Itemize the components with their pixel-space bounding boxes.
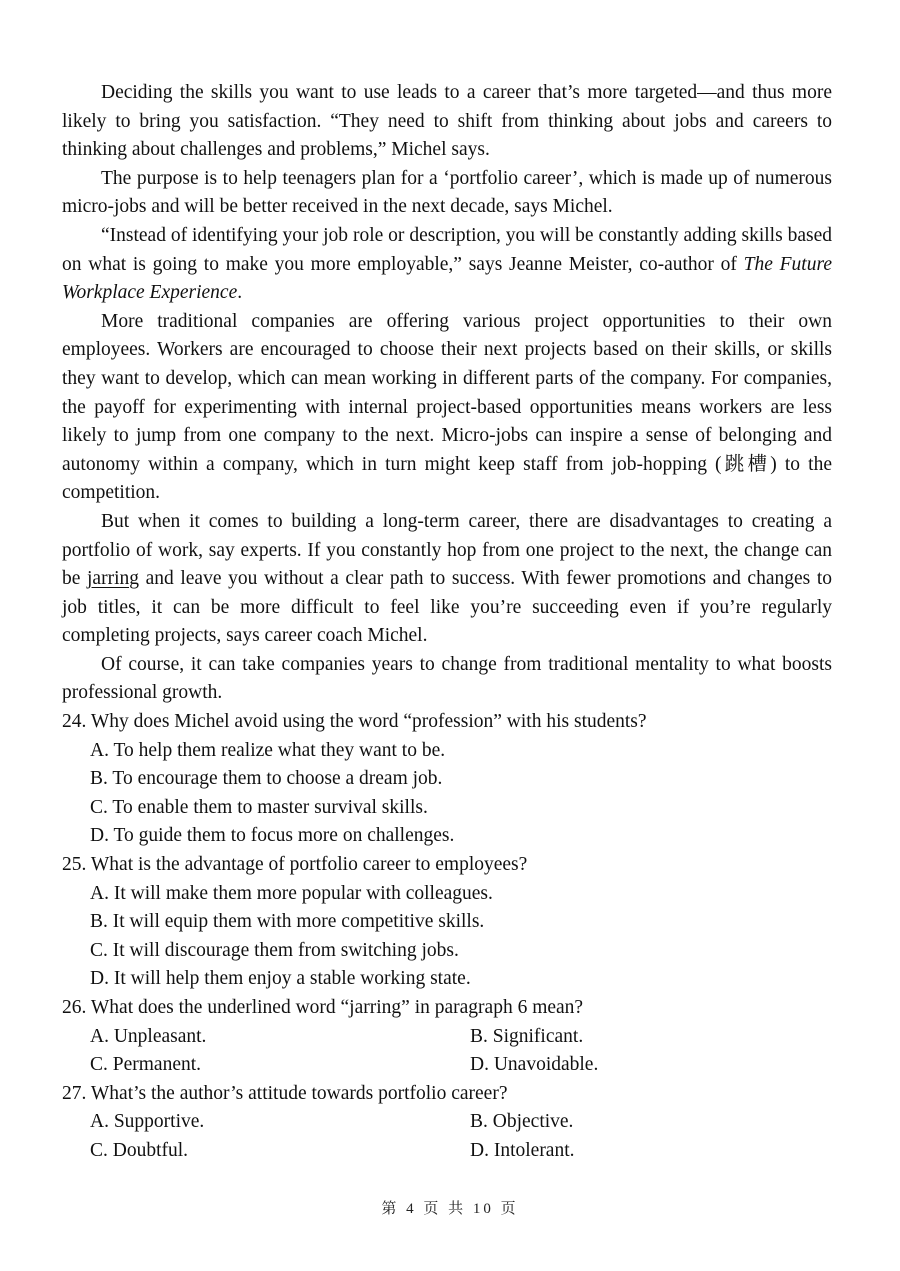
option-d: D. To guide them to focus more on challenges. — [90, 825, 455, 847]
option-c: C. Permanent. — [90, 1054, 202, 1076]
underlined-word: jarring — [87, 568, 139, 590]
question-25 — [62, 851, 832, 994]
paragraph-5-text-start: But when it comes to building a long-term career, there are disadvantages to creating a portfolio of work, say experts. If you constantly hop from one project to the next, the change can be — [62, 510, 832, 590]
paragraph-2: The purpose is to help teenagers plan for a ‘portfolio career’, which is made up of numerous micro-jobs and will be better received in the next decade, says Michel. — [62, 167, 832, 218]
option-a: A. Supportive. — [90, 1111, 205, 1133]
option-b: B. It will equip them with more competitive skills. — [90, 911, 485, 933]
option-c: C. Doubtful. — [90, 1139, 189, 1161]
answer-options — [62, 737, 832, 851]
paragraph-4: More traditional companies are offering various project opportunities to their own employees. Workers are encouraged to choose their next projects based on their skills, or skills they want to develop, which can mean working in different parts of the company. For companies, the payoff for experimenting with internal project-based opportunities means workers are less likely to jump from one company to the next. Micro-jobs can inspire a sense of belonging and autonomy within a company, which in turn might keep staff from job-hopping (跳槽) to the competition. — [62, 310, 832, 504]
question-stem: 27. What’s the author’s attitude towards portfolio career? — [62, 1082, 508, 1104]
option-b: B. Significant. — [470, 1025, 584, 1047]
option-c: C. It will discourage them from switching jobs. — [90, 939, 459, 961]
option-b: B. To encourage them to choose a dream job. — [90, 768, 443, 790]
question-stem: 24. Why does Michel avoid using the word “profession” with his students? — [62, 711, 647, 733]
question-stem: 26. What does the underlined word “jarring” in paragraph 6 mean? — [62, 997, 584, 1018]
question-stem: 25. What is the advantage of portfolio career to employees? — [62, 854, 528, 876]
option-b: B. Objective. — [470, 1111, 574, 1133]
answer-options — [62, 1023, 832, 1080]
paragraph-3-text: “Instead of identifying your job role or description, you will be constantly adding skills based on what is going to make you more employable,” says Jeanne Meister, co-author of — [62, 224, 832, 275]
question-26 — [62, 994, 832, 1080]
option-a: A. Unpleasant. — [90, 1025, 207, 1047]
option-d: D. Intolerant. — [470, 1139, 575, 1161]
option-c: C. To enable them to master survival skills. — [90, 796, 428, 818]
reading-passage — [62, 79, 832, 1166]
page-number-footer: 第 4 页 共 10 页 — [381, 1201, 519, 1217]
question-24 — [62, 708, 832, 851]
paragraph-5 — [62, 508, 832, 651]
paragraph-3-end: . — [237, 282, 243, 304]
answer-options — [62, 1108, 832, 1165]
question-27 — [62, 1080, 832, 1166]
option-a: A. It will make them more popular with colleagues. — [90, 882, 493, 904]
option-d: D. Unavoidable. — [470, 1054, 599, 1076]
paragraph-3 — [62, 222, 832, 308]
option-d: D. It will help them enjoy a stable working state. — [90, 968, 471, 990]
answer-options — [62, 880, 832, 994]
paragraph-6: Of course, it can take companies years to change from traditional mentality to what boosts professional growth. — [62, 653, 832, 704]
paragraph-1: Deciding the skills you want to use leads to a career that’s more targeted—and thus more likely to bring you satisfaction. “They need to shift from thinking about jobs and careers to thinking about challenges and problems,” Michel says. — [62, 82, 832, 161]
option-a: A. To help them realize what they want to be. — [90, 739, 446, 761]
paragraph-5-text-end: and leave you without a clear path to success. With fewer promotions and changes to job titles, it can be more difficult to feel like you’re succeeding even if you’re regularly completing projects, says career coach Michel. — [62, 568, 833, 647]
book-title: The Future Workplace Experience — [62, 253, 832, 304]
